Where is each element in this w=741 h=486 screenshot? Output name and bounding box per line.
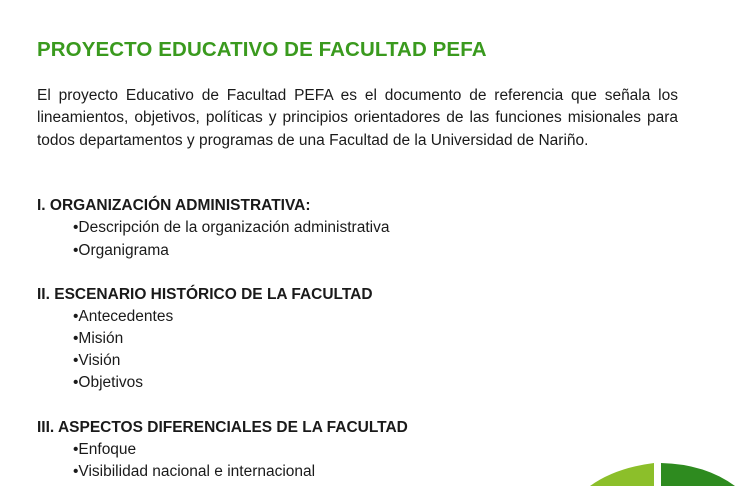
list-item: •Descripción de la organización administrativa bbox=[73, 219, 390, 236]
logo-light-green-segment bbox=[590, 463, 654, 486]
page-title: PROYECTO EDUCATIVO DE FACULTAD PEFA bbox=[37, 38, 487, 61]
logo-dark-green-segment bbox=[661, 463, 735, 486]
list-item: •Visibilidad nacional e internacional bbox=[73, 463, 316, 480]
section-heading-aspectos: III. ASPECTOS DIFERENCIALES DE LA FACULTAD bbox=[37, 419, 408, 436]
intro-paragraph: El proyecto Educativo de Facultad PEFA es el documento de referencia que señala los lineamientos, objetivos, políticas y principios orientadores de las funciones misionales para todos departamentos y programas de una Facultad de la Universidad de Nariño. bbox=[37, 87, 678, 149]
section-heading-organizacion: I. ORGANIZACIÓN ADMINISTRATIVA: bbox=[37, 197, 311, 214]
list-item: •Visión bbox=[73, 352, 121, 369]
list-item: •Misión bbox=[73, 330, 124, 347]
section-heading-escenario: II. ESCENARIO HISTÓRICO DE LA FACULTAD bbox=[37, 286, 373, 303]
list-item: •Organigrama bbox=[73, 242, 169, 259]
list-item: •Antecedentes bbox=[73, 308, 174, 325]
list-item: •Objetivos bbox=[73, 374, 144, 391]
list-item: •Enfoque bbox=[73, 441, 137, 458]
